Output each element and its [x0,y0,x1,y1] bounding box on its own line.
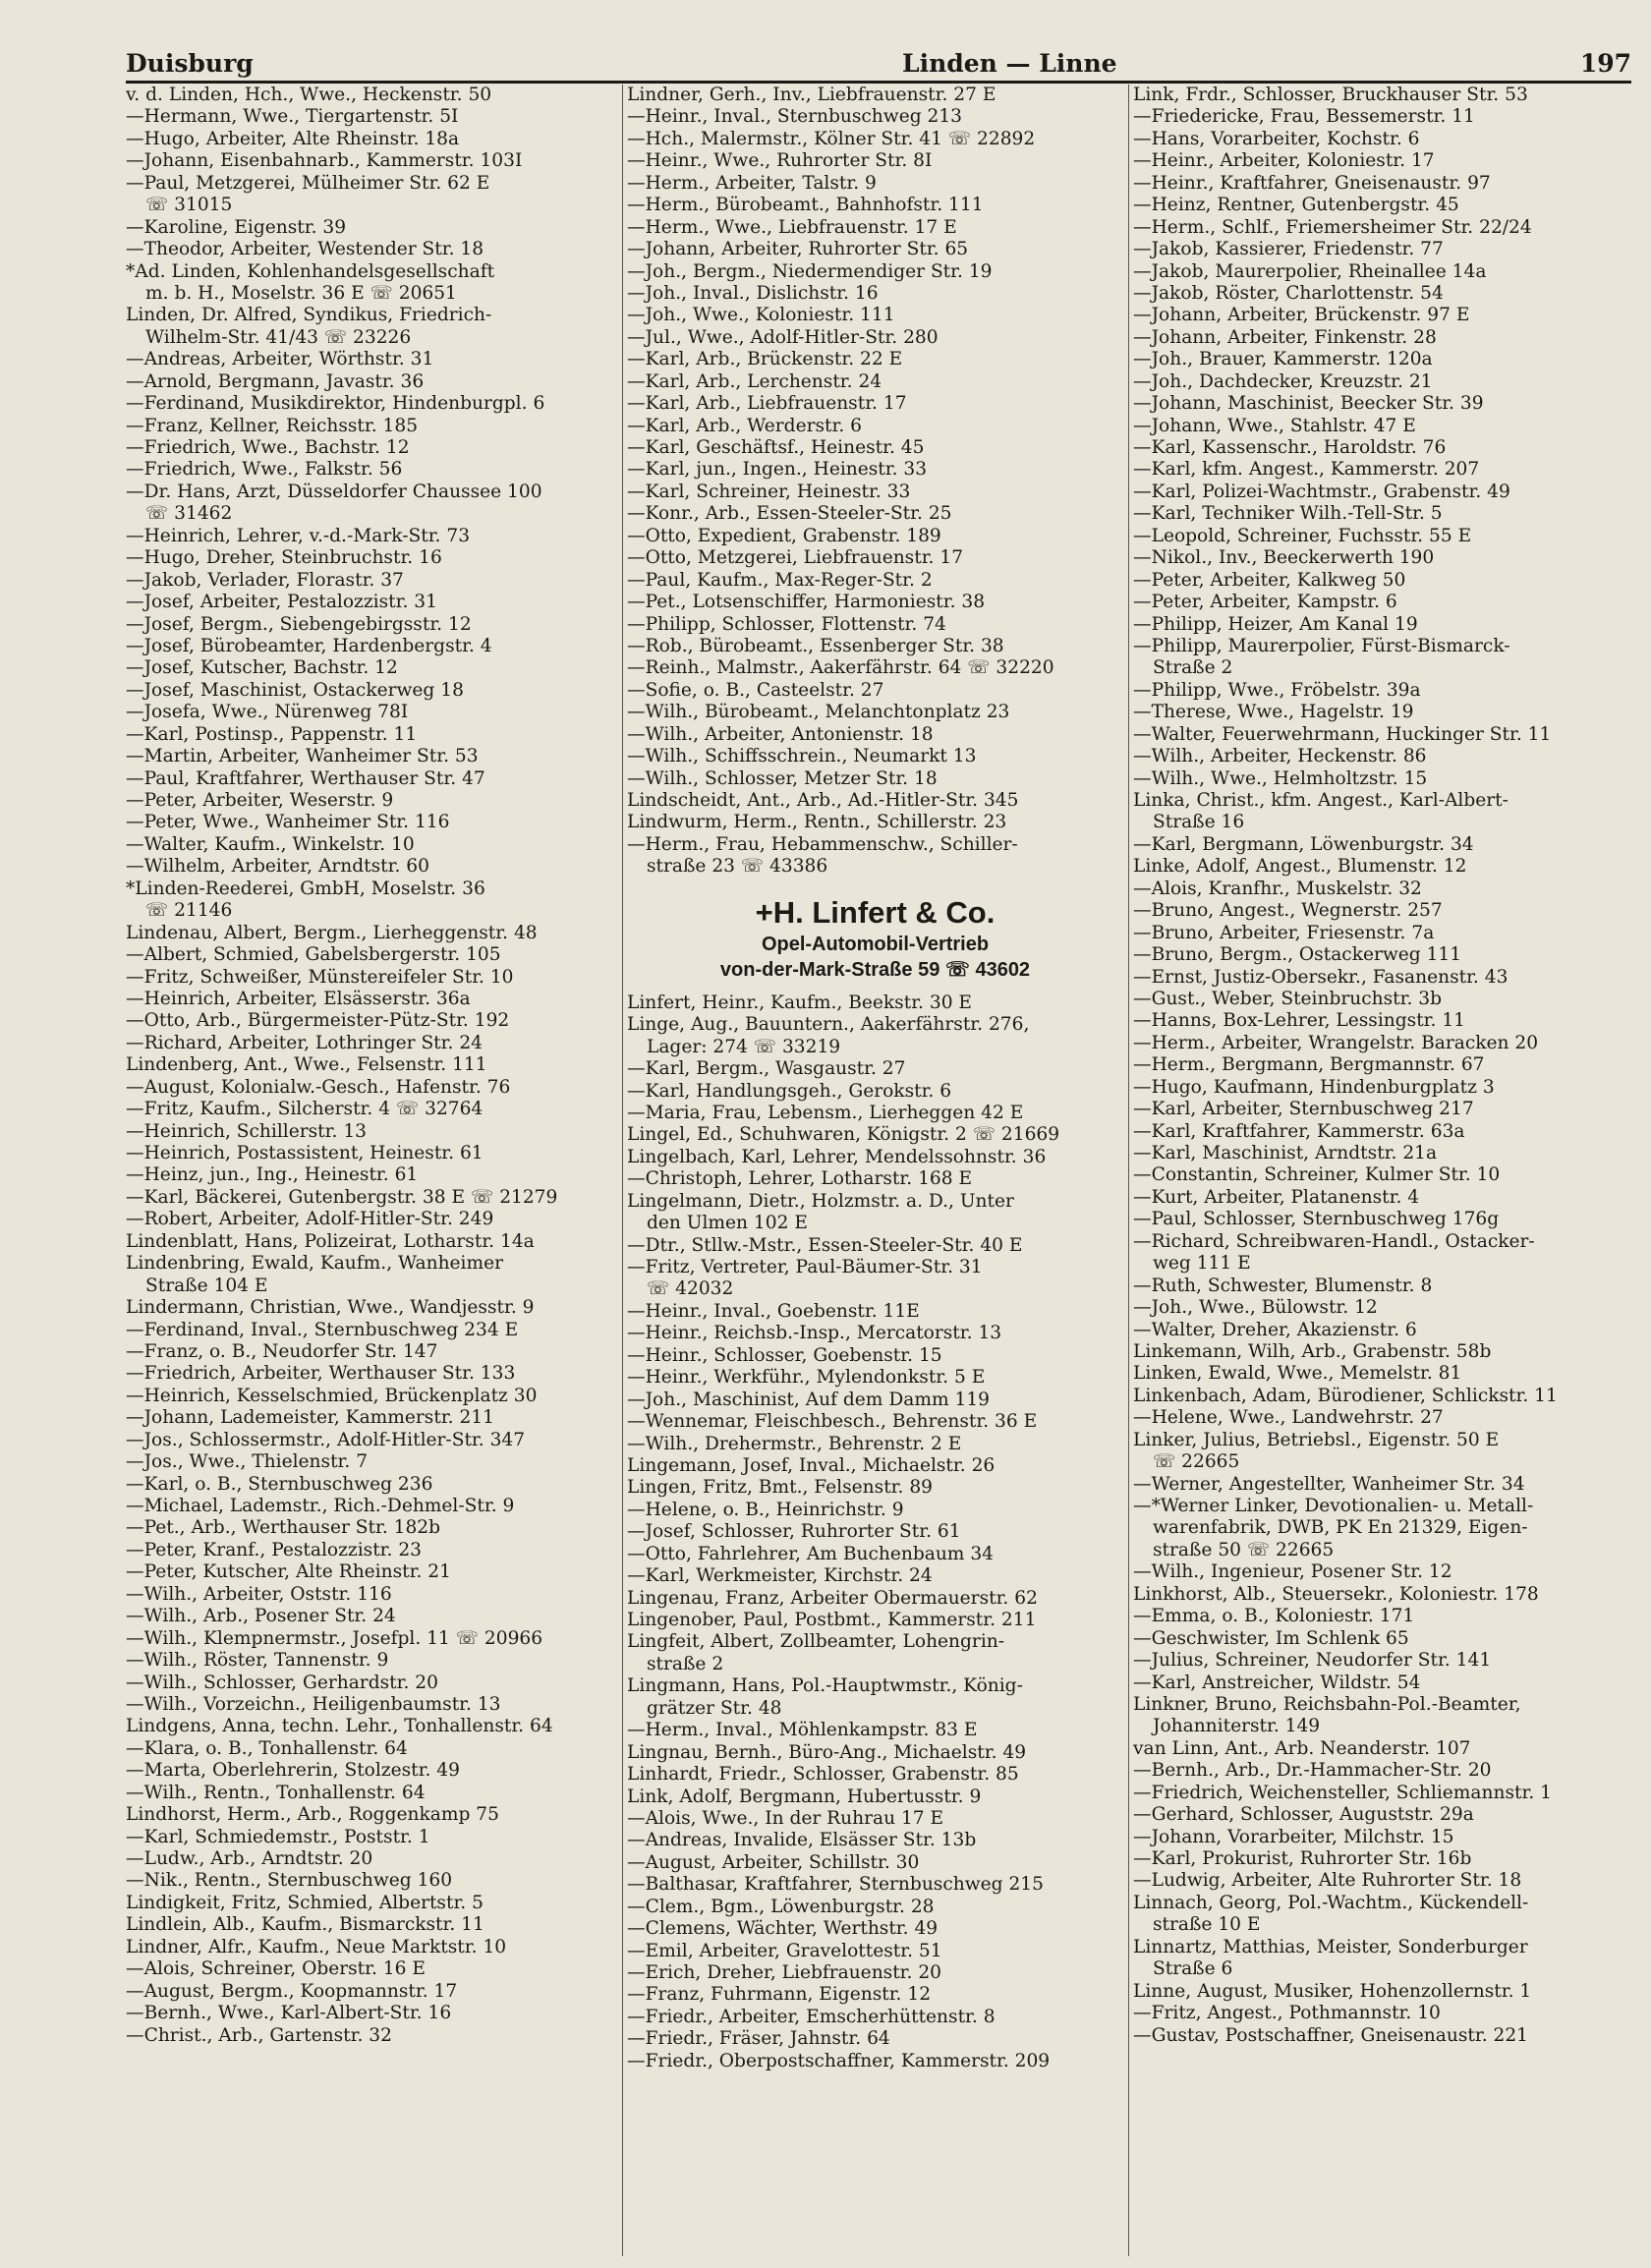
directory-entry: grätzer Str. 48 [647,1697,782,1719]
directory-entry: —Andreas, Invalide, Elsässer Str. 13b [627,1830,977,1851]
directory-entry: —Wilh., Schlosser, Metzer Str. 18 [627,767,938,789]
directory-entry: —Walter, Kaufm., Winkelstr. 10 [126,833,415,855]
directory-entry: —August, Arbeiter, Schillstr. 30 [627,1851,920,1873]
directory-entry: —Wilh., Bürobeamt., Melanchtonplatz 23 [627,702,1010,723]
directory-entry: —Josefa, Wwe., Nürenweg 78I [126,702,409,723]
directory-entry: —Joh., Wwe., Koloniestr. 111 [627,305,895,326]
directory-entry: —Wilh., Arb., Posener Str. 24 [126,1606,396,1627]
directory-entry: —Gust., Weber, Steinbruchstr. 3b [1133,988,1443,1009]
directory-entry: —Alois, Wwe., In der Ruhrau 17 E [627,1807,944,1829]
directory-entry: —*Werner Linker, Devotionalien- u. Metall- [1133,1496,1534,1516]
directory-entry: —Karl, o. B., Sternbuschweg 236 [126,1473,433,1495]
directory-entry: —Johann, Vorarbeiter, Milchstr. 15 [1133,1826,1454,1847]
directory-entry: —Wennemar, Fleischbesch., Behrenstr. 36 E [627,1411,1038,1433]
directory-entry: Linhardt, Friedr., Schlosser, Grabenstr. 85 [627,1764,1019,1786]
directory-entry: Lindenbring, Ewald, Kaufm., Wanheimer [126,1253,504,1275]
directory-entry: —Karl, Anstreicher, Wildstr. 54 [1133,1672,1421,1693]
directory-entry: —Johann, Wwe., Stahlstr. 47 E [1133,415,1416,436]
directory-entry: —Friedrich, Arbeiter, Werthauser Str. 133 [126,1363,516,1385]
directory-entry: Johanniterstr. 149 [1153,1716,1321,1737]
directory-entry: —Karl, Bergm., Wasgaustr. 27 [627,1058,906,1080]
directory-entry: —Hermann, Wwe., Tiergartenstr. 5I [126,106,459,128]
directory-entry: —Bruno, Arbeiter, Friesenstr. 7a [1133,922,1435,943]
directory-entry: Linne, August, Musiker, Hohenzollernstr. 1 [1133,1980,1532,2002]
directory-entry: —Franz, Fuhrmann, Eigenstr. 12 [627,1984,932,2006]
directory-entry: —Ludw., Arb., Arndtstr. 20 [126,1848,373,1869]
ad-business: Opel-Automobil-Vertrieb [761,933,990,955]
directory-entry: —Karl, Arb., Lerchenstr. 24 [627,370,882,392]
directory-entry: —Leopold, Schreiner, Fuchsstr. 55 E [1133,525,1472,546]
directory-entry: —Werner, Angestellter, Wanheimer Str. 34 [1133,1473,1525,1495]
directory-entry: Linkemann, Wilh, Arb., Grabenstr. 58b [1133,1340,1492,1362]
directory-entry: —Helene, Wwe., Landwehrstr. 27 [1133,1407,1444,1429]
directory-entry: —Heinr., Wwe., Ruhrorter Str. 8I [627,150,933,172]
directory-entry: —Karl, jun., Ingen., Heinestr. 33 [627,459,928,481]
directory-entry: straße 23 ☏ 43386 [647,856,828,878]
directory-entry: —Theodor, Arbeiter, Westender Str. 18 [126,239,484,260]
directory-entry: —Dtr., Stllw.-Mstr., Essen-Steeler-Str. 40 E [627,1234,1023,1256]
directory-entry: van Linn, Ant., Arb. Neanderstr. 107 [1133,1737,1471,1759]
directory-entry: —Clemens, Wächter, Werthstr. 49 [627,1918,939,1940]
directory-entry: —Constantin, Schreiner, Kulmer Str. 10 [1133,1164,1501,1186]
directory-entry: Lindermann, Christian, Wwe., Wandjesstr. 9 [126,1297,535,1319]
advertisement [627,894,1123,983]
directory-entry: —Paul, Schlosser, Sternbuschweg 176g [1133,1209,1500,1230]
directory-entry: —Karl, Prokurist, Ruhrorter Str. 16b [1133,1848,1472,1869]
directory-entry: —Karl, Kassenschr., Haroldstr. 76 [1133,437,1447,458]
directory-entry: —Karl, Bergmann, Löwenburgstr. 34 [1133,833,1474,855]
directory-entry: Linkhorst, Alb., Steuersekr., Koloniestr. 178 [1133,1583,1539,1605]
directory-entry: —Friedr., Fräser, Jahnstr. 64 [627,2028,890,2050]
directory-entry: straße 50 ☏ 22665 [1153,1539,1335,1560]
directory-entry: —Martin, Arbeiter, Wanheimer Str. 53 [126,746,479,767]
directory-entry: —Hugo, Dreher, Steinbruchstr. 16 [126,547,442,569]
directory-entry: —Klara, o. B., Tonhallenstr. 64 [126,1737,408,1759]
directory-entry: —Jos., Schlossermstr., Adolf-Hitler-Str. 347 [126,1429,526,1450]
directory-entry: —Hugo, Kaufmann, Hindenburgplatz 3 [1133,1076,1495,1098]
directory-entry: —Johann, Arbeiter, Finkenstr. 28 [1133,326,1437,348]
directory-entry: —Reinh., Malmstr., Aakerfährstr. 64 ☏ 32220 [627,657,1054,679]
directory-entry: —Herm., Wwe., Liebfrauenstr. 17 E [627,216,957,238]
directory-entry: —Ludwig, Arbeiter, Alte Ruhrorter Str. 18 [1133,1870,1522,1892]
directory-entry: —Wilh., Schlosser, Gerhardstr. 20 [126,1672,438,1693]
directory-entry: —Wilh., Rentn., Tonhallenstr. 64 [126,1782,426,1803]
directory-entry: —Josef, Bürobeamter, Hardenbergstr. 4 [126,635,492,656]
directory-entry: —Jos., Wwe., Thielenstr. 7 [126,1451,369,1473]
directory-entry: Wilhelm-Str. 41/43 ☏ 23226 [145,326,412,348]
directory-entry: —Kurt, Arbeiter, Platanenstr. 4 [1133,1186,1420,1208]
directory-entry: Linkenbach, Adam, Bürodiener, Schlickstr. 11 [1133,1385,1558,1406]
directory-entry: —Herm., Inval., Möhlenkampstr. 83 E [627,1720,978,1741]
directory-entry: —Bernh., Arb., Dr.-Hammacher-Str. 20 [1133,1760,1492,1782]
directory-entry: —Philipp, Heizer, Am Kanal 19 [1133,613,1418,635]
directory-entry: —Wilh., Arbeiter, Antonienstr. 18 [627,723,934,745]
directory-entry: —Herm., Frau, Hebammenschw., Schiller- [627,833,1018,855]
directory-entry: —Hans, Vorarbeiter, Kochstr. 6 [1133,128,1420,149]
directory-entry: Lindscheidt, Ant., Arb., Ad.-Hitler-Str. 345 [627,790,1019,811]
directory-entry: Lingen, Fritz, Bmt., Felsenstr. 89 [627,1477,933,1499]
directory-entry: —Sofie, o. B., Casteelstr. 27 [627,679,884,701]
directory-entry: —Otto, Expedient, Grabenstr. 189 [627,525,941,546]
directory-entry: —Philipp, Schlosser, Flottenstr. 74 [627,613,946,635]
directory-entry: —Karl, Arb., Brückenstr. 22 E [627,349,903,370]
directory-entry: —Philipp, Wwe., Fröbelstr. 39a [1133,679,1421,701]
directory-entry: —Karl, Polizei-Wachtmstr., Grabenstr. 49 [1133,481,1510,502]
directory-entry: —Erich, Dreher, Liebfrauenstr. 20 [627,1962,942,1983]
column-3 [1133,85,1631,2047]
directory-entry: —Heinr., Inval., Sternbuschweg 213 [627,106,963,128]
directory-entry: —Maria, Frau, Lebensm., Lierheggen 42 E [627,1102,1024,1123]
directory-entry: —Joh., Bergm., Niedermendiger Str. 19 [627,260,993,282]
directory-entry: Lingelmann, Dietr., Holzmstr. a. D., Unter [627,1190,1014,1212]
directory-entry: —Heinrich, Lehrer, v.-d.-Mark-Str. 73 [126,525,471,546]
directory-entry: Lingelbach, Karl, Lehrer, Mendelssohnstr. 36 [627,1146,1047,1167]
header-rule [126,81,1631,84]
directory-entry: —Joh., Maschinist, Auf dem Damm 119 [627,1389,991,1410]
directory-entry: —Jakob, Verlader, Florastr. 37 [126,569,404,591]
directory-entry: Linnach, Georg, Pol.-Wachtm., Kückendell- [1133,1892,1529,1913]
directory-entry: —Ernst, Justiz-Obersekr., Fasanenstr. 43 [1133,966,1509,988]
directory-entry: —Karl, Arb., Liebfrauenstr. 17 [627,393,907,415]
directory-entry: —Julius, Schreiner, Neudorfer Str. 141 [1133,1650,1492,1672]
directory-entry: —Paul, Kraftfahrer, Werthauser Str. 47 [126,767,485,789]
directory-entry: weg 111 E [1153,1253,1251,1275]
directory-entry: —Jakob, Röster, Charlottenstr. 54 [1133,282,1444,304]
city-title: Duisburg [126,49,254,78]
directory-entry: —Albert, Schmied, Gabelsbergerstr. 105 [126,944,501,966]
directory-entry: Straße 2 [1153,657,1233,679]
directory-entry: Lindner, Alfr., Kaufm., Neue Marktstr. 10 [126,1936,507,1957]
directory-entry: —Peter, Wwe., Wanheimer Str. 116 [126,812,450,833]
directory-entry: —Walter, Feuerwehrmann, Huckinger Str. 11 [1133,723,1552,745]
directory-entry: —Fritz, Schweißer, Münstereifeler Str. 10 [126,966,514,988]
directory-entry: —Wilh., Drehermstr., Behrenstr. 2 E [627,1433,962,1454]
directory-entry: —Wilh., Röster, Tannenstr. 9 [126,1650,389,1672]
directory-entry: —Franz, o. B., Neudorfer Str. 147 [126,1340,438,1362]
directory-entry: straße 2 [647,1653,724,1674]
directory-entry: —Joh., Brauer, Kammerstr. 120a [1133,349,1433,370]
directory-entry: —Peter, Arbeiter, Kalkweg 50 [1133,569,1406,591]
directory-entry: —Emma, o. B., Koloniestr. 171 [1133,1606,1415,1627]
directory-entry: —Ferdinand, Musikdirektor, Hindenburgpl. 6 [126,393,545,415]
directory-entry: Lingenober, Paul, Postbmt., Kammerstr. 211 [627,1610,1037,1630]
directory-entry: —Arnold, Bergmann, Javastr. 36 [126,370,425,392]
directory-entry: —Heinrich, Arbeiter, Elsässerstr. 36a [126,988,471,1009]
directory-entry: —Christoph, Lehrer, Lotharstr. 168 E [627,1168,973,1190]
directory-entry: —Karl, Arb., Werderstr. 6 [627,415,862,436]
directory-entry: —Alois, Schreiner, Oberstr. 16 E [126,1958,426,1980]
directory-entry: —Heinr., Werkführ., Mylendonkstr. 5 E [627,1367,986,1389]
directory-entry: —Paul, Metzgerei, Mülheimer Str. 62 E [126,172,490,194]
directory-entry: Linkner, Bruno, Reichsbahn-Pol.-Beamter, [1133,1693,1521,1715]
directory-entry: —Karl, Schreiner, Heinestr. 33 [627,481,911,502]
directory-entry: —Nik., Rentn., Sternbuschweg 160 [126,1870,453,1892]
directory-entry: —Wilh., Schiffsschrein., Neumarkt 13 [627,746,977,767]
directory-entry: —Friedr., Oberpostschaffner, Kammerstr. 209 [627,2050,1051,2071]
directory-entry: —Karl, Bäckerei, Gutenbergstr. 38 E ☏ 21279 [126,1186,558,1208]
directory-entry: —Otto, Arb., Bürgermeister-Pütz-Str. 192 [126,1010,510,1032]
directory-entry: *Ad. Linden, Kohlenhandelsgesellschaft [126,260,495,282]
directory-entry: Lingel, Ed., Schuhwaren, Königstr. 2 ☏ 21669 [627,1124,1060,1146]
directory-entry: Lindenblatt, Hans, Polizeirat, Lotharstr. 14a [126,1230,535,1252]
directory-entry: —Fritz, Angest., Pothmannstr. 10 [1133,2003,1441,2024]
directory-entry: Straße 6 [1153,1958,1233,1980]
directory-entry: Linge, Aug., Bauuntern., Aakerfährstr. 276, [627,1014,1030,1036]
directory-entry: —Joh., Wwe., Bülowstr. 12 [1133,1297,1378,1319]
directory-entry: —Franz, Kellner, Reichsstr. 185 [126,415,419,436]
ad-company-name: +H. Linfert & Co. [755,894,996,930]
directory-entry: —Richard, Schreibwaren-Handl., Ostacker- [1133,1230,1535,1252]
directory-entry: —Bruno, Bergm., Ostackerweg 111 [1133,944,1462,966]
directory-entry: —Heinz, Rentner, Gutenbergstr. 45 [1133,195,1459,216]
directory-entry: —Wilh., Arbeiter, Heckenstr. 86 [1133,746,1427,767]
directory-entry: —Wilh., Vorzeichn., Heiligenbaumstr. 13 [126,1693,501,1715]
directory-entry: Linden, Dr. Alfred, Syndikus, Friedrich- [126,305,492,326]
directory-entry: —Geschwister, Im Schlenk 65 [1133,1627,1409,1649]
directory-entry: warenfabrik, DWB, PK En 21329, Eigen- [1153,1517,1528,1539]
directory-entry: —Ferdinand, Inval., Sternbuschweg 234 E [126,1319,519,1340]
directory-entry: Lager: 274 ☏ 33219 [647,1036,841,1057]
directory-entry: —Johann, Maschinist, Beecker Str. 39 [1133,393,1484,415]
directory-entry: —Heinr., Inval., Goebenstr. 11E [627,1300,920,1322]
directory-entry: Lingemann, Josef, Inval., Michaelstr. 26 [627,1454,996,1476]
directory-entry: —Herm., Arbeiter, Talstr. 9 [627,172,877,194]
directory-entry: Lindenberg, Ant., Wwe., Felsenstr. 111 [126,1054,487,1076]
directory-entry: —Hanns, Box-Lehrer, Lessingstr. 11 [1133,1010,1465,1032]
directory-entry: —Heinr., Schlosser, Goebenstr. 15 [627,1344,942,1366]
directory-entry: straße 10 E [1153,1914,1261,1936]
directory-entry: —Otto, Metzgerei, Liebfrauenstr. 17 [627,547,964,569]
directory-entry: —Michael, Lademstr., Rich.-Dehmel-Str. 9 [126,1496,515,1516]
directory-entry: ☏ 31462 [145,503,233,525]
directory-entry: Linka, Christ., kfm. Angest., Karl-Albert- [1133,790,1509,811]
directory-entry: —Jakob, Maurerpolier, Rheinallee 14a [1133,260,1487,282]
directory-entry: —Helene, o. B., Heinrichstr. 9 [627,1499,904,1520]
directory-entry: —August, Kolonialw.-Gesch., Hafenstr. 76 [126,1076,511,1098]
directory-entry: —Marta, Oberlehrerin, Stolzestr. 49 [126,1760,460,1782]
directory-entry: —Karoline, Eigenstr. 39 [126,216,347,238]
page-number: 197 [1579,49,1631,78]
directory-entry: —Karl, kfm. Angest., Kammerstr. 207 [1133,459,1480,481]
directory-entry: —Joh., Dachdecker, Kreuzstr. 21 [1133,370,1433,392]
directory-entry: Lindner, Gerh., Inv., Liebfrauenstr. 27 E [627,85,996,105]
directory-entry: Linker, Julius, Betriebsl., Eigenstr. 50 E [1133,1429,1500,1450]
directory-entry: ☏ 21146 [145,900,233,922]
directory-entry: Link, Adolf, Bergmann, Hubertusstr. 9 [627,1786,982,1807]
directory-entry: —Karl, Techniker Wilh.-Tell-Str. 5 [1133,503,1443,525]
directory-entry: —Walter, Dreher, Akazienstr. 6 [1133,1319,1417,1340]
directory-entry: —Fritz, Vertreter, Paul-Bäumer-Str. 31 [627,1257,983,1277]
directory-entry: —Peter, Arbeiter, Kampstr. 6 [1133,592,1397,613]
directory-entry: Straße 104 E [145,1275,268,1296]
directory-entry: —Wilhelm, Arbeiter, Arndtstr. 60 [126,856,429,878]
directory-entry: —Herm., Arbeiter, Wrangelstr. Baracken 20 [1133,1032,1539,1053]
directory-entry: —Karl, Werkmeister, Kirchstr. 24 [627,1565,933,1587]
directory-entry: —August, Bergm., Koopmannstr. 17 [126,1980,458,2002]
directory-entry: Lindenau, Albert, Bergm., Lierheggenstr. 48 [126,922,538,943]
directory-entry: —Heinr., Reichsb.-Insp., Mercatorstr. 13 [627,1323,1002,1344]
directory-entry: —Herm., Bergmann, Bergmannstr. 67 [1133,1054,1485,1076]
directory-entry: —Johann, Arbeiter, Ruhrorter Str. 65 [627,239,969,260]
directory-entry: —Wilh., Arbeiter, Oststr. 116 [126,1583,392,1605]
directory-entry: —Gustav, Postschaffner, Gneisenaustr. 221 [1133,2024,1529,2046]
directory-entry: —Gerhard, Schlosser, Auguststr. 29a [1133,1804,1474,1826]
directory-entry: —Karl, Geschäftsf., Heinestr. 45 [627,437,925,458]
directory-entry: Link, Frdr., Schlosser, Bruckhauser Str. 53 [1133,85,1528,105]
directory-entry: —Josef, Arbeiter, Pestalozzistr. 31 [126,592,437,613]
directory-entry: —Rob., Bürobeamt., Essenberger Str. 38 [627,635,1004,656]
directory-entry: —Therese, Wwe., Hagelstr. 19 [1133,702,1414,723]
directory-entry: m. b. H., Moselstr. 36 E ☏ 20651 [145,282,457,304]
directory-entry: —Heinrich, Kesselschmied, Brückenplatz 30 [126,1385,538,1406]
directory-entry: —Heinr., Arbeiter, Koloniestr. 17 [1133,150,1435,172]
directory-entry: —Friedrich, Weichensteller, Schliemannstr. 1 [1133,1782,1552,1803]
directory-entry: —Balthasar, Kraftfahrer, Sternbuschweg 215 [627,1874,1044,1896]
directory-entry: —Alois, Kranfhr., Muskelstr. 32 [1133,878,1422,899]
directory-entry: —Herm., Bürobeamt., Bahnhofstr. 111 [627,195,984,216]
directory-entry: —Wilh., Ingenieur, Posener Str. 12 [1133,1561,1452,1583]
directory-entry: ☏ 42032 [647,1278,734,1300]
directory-entry: ☏ 31015 [145,195,233,216]
directory-entry: —Karl, Handlungsgeh., Gerokstr. 6 [627,1080,952,1102]
directory-entry: —Johann, Lademeister, Kammerstr. 211 [126,1407,494,1429]
directory-entry: —Richard, Arbeiter, Lothringer Str. 24 [126,1032,483,1053]
directory-entry: Linnartz, Matthias, Meister, Sonderburger [1133,1936,1528,1957]
directory-entry: —Peter, Kutscher, Alte Rheinstr. 21 [126,1561,451,1583]
directory-entry: —Wilh., Klempnermstr., Josefpl. 11 ☏ 20966 [126,1627,543,1649]
directory-entry: —Josef, Maschinist, Ostackerweg 18 [126,679,464,701]
directory-entry: —Karl, Postinsp., Pappenstr. 11 [126,723,418,745]
directory-entry: —Heinrich, Postassistent, Heinestr. 61 [126,1143,484,1163]
directory-entry: —Ruth, Schwester, Blumenstr. 8 [1133,1275,1433,1296]
directory-entry: —Clem., Bgm., Löwenburgstr. 28 [627,1896,935,1917]
column-divider [622,85,623,2256]
column-divider [1128,85,1129,2256]
directory-entry: —Konr., Arb., Essen-Steeler-Str. 25 [627,503,952,525]
directory-entry: —Friedrich, Wwe., Bachstr. 12 [126,437,410,458]
directory-entry: —Bernh., Wwe., Karl-Albert-Str. 16 [126,2003,452,2024]
directory-entry: —Heinrich, Schillerstr. 13 [126,1120,367,1142]
directory-entry: Lingnau, Bernh., Büro-Ang., Michaelstr. 49 [627,1741,1027,1763]
directory-entry: Lingfeit, Albert, Zollbeamter, Lohengrin- [627,1631,1005,1653]
directory-entry: —Christ., Arb., Gartenstr. 32 [126,2024,392,2046]
directory-entry: —Bruno, Angest., Wegnerstr. 257 [1133,900,1443,922]
directory-entry: Lindigkeit, Fritz, Schmied, Albertstr. 5 [126,1892,484,1913]
directory-entry: —Pet., Arb., Werthauser Str. 182b [126,1517,441,1539]
directory-entry: Linke, Adolf, Angest., Blumenstr. 12 [1133,856,1467,878]
directory-entry: —Karl, Kraftfahrer, Kammerstr. 63a [1133,1120,1465,1142]
directory-entry: —Johann, Arbeiter, Brückenstr. 97 E [1133,305,1470,326]
directory-entry: —Josef, Bergm., Siebengebirgsstr. 12 [126,613,472,635]
directory-entry: —Philipp, Maurerpolier, Fürst-Bismarck- [1133,635,1510,656]
page-header [126,49,1631,83]
directory-entry: —Josef, Kutscher, Bachstr. 12 [126,657,398,679]
directory-entry: Linken, Ewald, Wwe., Memelstr. 81 [1133,1363,1462,1385]
directory-entry: —Friedr., Arbeiter, Emscherhüttenstr. 8 [627,2006,996,2027]
directory-entry: —Karl, Maschinist, Arndtstr. 21a [1133,1143,1438,1163]
directory-entry: —Emil, Arbeiter, Gravelottestr. 51 [627,1940,942,1961]
directory-entry: —Peter, Arbeiter, Weserstr. 9 [126,790,394,811]
column-1 [126,85,617,2047]
directory-entry: Straße 16 [1153,812,1245,833]
directory-entry: —Josef, Schlosser, Ruhrorter Str. 61 [627,1521,961,1543]
directory-entry: —Heinz, jun., Ing., Heinestr. 61 [126,1164,419,1186]
directory-entry: den Ulmen 102 E [647,1213,808,1234]
directory-entry: —Nikol., Inv., Beeckerwerth 190 [1133,547,1435,569]
directory-entry: —Otto, Fahrlehrer, Am Buchenbaum 34 [627,1543,995,1564]
directory-entry: Lingmann, Hans, Pol.-Hauptwmstr., König- [627,1675,1023,1697]
directory-entry: Lindhorst, Herm., Arb., Roggenkamp 75 [126,1804,499,1826]
directory-entry: —Joh., Inval., Dislichstr. 16 [627,282,879,304]
directory-entry: —Wilh., Wwe., Helmholtzstr. 15 [1133,767,1428,789]
directory-entry: —Dr. Hans, Arzt, Düsseldorfer Chaussee 100 [126,481,542,502]
directory-entry: ☏ 22665 [1153,1451,1240,1473]
directory-entry: —Peter, Kranf., Pestalozzistr. 23 [126,1539,423,1560]
directory-entry: —Jakob, Kassierer, Friedenstr. 77 [1133,239,1444,260]
directory-entry: —Karl, Schmiedemstr., Poststr. 1 [126,1826,430,1847]
directory-entry: —Paul, Kaufm., Max-Reger-Str. 2 [627,569,933,591]
directory-entry: *Linden-Reederei, GmbH, Moselstr. 36 [126,878,485,899]
directory-entry: —Friedrich, Wwe., Falkstr. 56 [126,459,403,481]
directory-entry: —Fritz, Kaufm., Silcherstr. 4 ☏ 32764 [126,1099,484,1120]
directory-entry: —Johann, Eisenbahnarb., Kammerstr. 103I [126,150,523,172]
directory-entry: —Heinr., Kraftfahrer, Gneisenaustr. 97 [1133,172,1491,194]
column-2 [627,85,1123,2072]
directory-entry: —Pet., Lotsenschiffer, Harmoniestr. 38 [627,592,986,613]
directory-entry: —Jul., Wwe., Adolf-Hitler-Str. 280 [627,326,939,348]
directory-entry: —Karl, Arbeiter, Sternbuschweg 217 [1133,1099,1474,1120]
directory-entry: Lingenau, Franz, Arbeiter Obermauerstr. 62 [627,1587,1038,1609]
directory-entry: —Hugo, Arbeiter, Alte Rheinstr. 18a [126,128,460,149]
directory-entry: —Robert, Arbeiter, Adolf-Hitler-Str. 249 [126,1209,494,1230]
directory-entry: —Friedericke, Frau, Bessemerstr. 11 [1133,106,1475,128]
directory-entry: v. d. Linden, Hch., Wwe., Heckenstr. 50 [126,85,492,105]
directory-entry: Lindgens, Anna, techn. Lehr., Tonhallenstr. 64 [126,1716,553,1737]
ad-address-phone: von-der-Mark-Straße 59 ☏ 43602 [719,958,1031,981]
directory-entry: —Andreas, Arbeiter, Wörthstr. 31 [126,349,434,370]
directory-entry: Lindwurm, Herm., Rentn., Schillerstr. 23 [627,812,1007,833]
name-range: Linden — Linne [902,49,1117,78]
directory-entry: —Hch., Malermstr., Kölner Str. 41 ☏ 22892 [627,128,1036,149]
directory-entry: Linfert, Heinr., Kaufm., Beekstr. 30 E [627,992,973,1013]
directory-entry: —Herm., Schlf., Friemersheimer Str. 22/24 [1133,216,1532,238]
directory-entry: Lindlein, Alb., Kaufm., Bismarckstr. 11 [126,1914,484,1936]
